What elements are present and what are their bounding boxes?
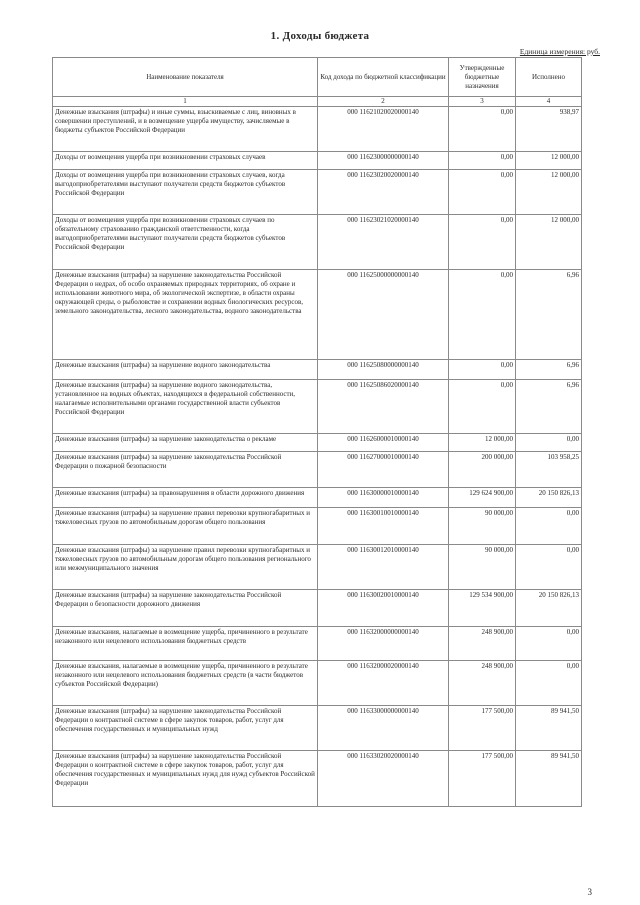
table-row [53,215,582,270]
row-executed: 0,00 [516,661,582,706]
row-executed: 20 150 826,13 [516,488,582,508]
row-executed: 12 000,00 [516,152,582,170]
row-code: 000 11630000010000140 [318,488,449,508]
table-row [53,590,582,627]
column-index: 3 [449,97,516,107]
column-index: 1 [53,97,318,107]
page-title: 1. Доходы бюджета [270,30,370,42]
row-name: Денежные взыскания (штрафы) за нарушение законодательства Российской Федерации о контрактной системе в сфере закупок товаров, работ, услуг для обеспечения государственных и муниципальных нужд для нужд субъектов Российской Федерации [53,751,318,807]
row-code: 000 11632000020000140 [318,661,449,706]
row-approved: 248 900,00 [449,661,516,706]
row-name: Денежные взыскания (штрафы) за нарушение законодательства Российской Федерации о контрактной системе в сфере закупок товаров, работ, услуг для обеспечения государственных и муниципальных нужд [53,706,318,751]
row-executed: 0,00 [516,434,582,452]
row-code: 000 11623000000000140 [318,152,449,170]
row-name: Денежные взыскания (штрафы) за правонарушения в области дорожного движения [53,488,318,508]
row-approved: 0,00 [449,152,516,170]
table-row [53,661,582,706]
column-index-row [53,97,582,107]
header-code: Код дохода по бюджетной классификации [318,58,449,97]
row-approved: 0,00 [449,215,516,270]
table-row [53,508,582,545]
row-approved: 129 534 900,00 [449,590,516,627]
row-name: Денежные взыскания (штрафы) за нарушение законодательства Российской Федерации о недрах, об особо охраняемых природных территориях, об охране и использовании животного мира, об экологической экспертизе, в области охраны окружающей среды, о рыболовстве и сохранении водных биологических ресурсов, земельного законодательства, лесного законодательства, водного законодательства [53,270,318,360]
row-approved: 0,00 [449,360,516,380]
row-name: Денежные взыскания, налагаемые в возмещение ущерба, причиненного в результате незаконного или нецелевого использования бюджетных средств (в части бюджетов субъектов Российской Федерации) [53,661,318,706]
row-name: Денежные взыскания (штрафы) за нарушение законодательства Российской Федерации о пожарной безопасности [53,452,318,488]
row-code: 000 11623021020000140 [318,215,449,270]
row-approved: 90 000,00 [449,545,516,590]
row-code: 000 11630010010000140 [318,508,449,545]
row-executed: 89 941,50 [516,751,582,807]
table-row [53,488,582,508]
page-number: 3 [587,887,592,897]
row-code: 000 11630020010000140 [318,590,449,627]
row-executed: 0,00 [516,545,582,590]
table-row [53,152,582,170]
row-executed: 12 000,00 [516,170,582,215]
row-name: Денежные взыскания (штрафы) за нарушение водного законодательства, установленное на водных объектах, находящихся в федеральной собственности, налагаемые исполнительными органами государственной власти субъектов Российской Федерации [53,380,318,434]
row-code: 000 11625000000000140 [318,270,449,360]
row-name: Денежные взыскания, налагаемые в возмещение ущерба, причиненного в результате незаконного или нецелевого использования бюджетных средств [53,627,318,661]
row-name: Доходы от возмещения ущерба при возникновении страховых случаев [53,152,318,170]
row-approved: 0,00 [449,107,516,152]
header-approved: Утвержденные бюджетные назначения [449,58,516,97]
row-approved: 0,00 [449,270,516,360]
row-approved: 177 500,00 [449,751,516,807]
row-approved: 90 000,00 [449,508,516,545]
header-name: Наименование показателя [53,58,318,97]
table-row [53,434,582,452]
row-executed: 103 958,25 [516,452,582,488]
header-executed: Исполнено [516,58,582,97]
row-approved: 0,00 [449,170,516,215]
row-executed: 20 150 826,13 [516,590,582,627]
row-code: 000 11633020020000140 [318,751,449,807]
row-approved: 129 624 900,00 [449,488,516,508]
row-executed: 89 941,50 [516,706,582,751]
row-executed: 6,96 [516,360,582,380]
row-executed: 938,97 [516,107,582,152]
table-row [53,545,582,590]
row-approved: 177 500,00 [449,706,516,751]
column-index: 4 [516,97,582,107]
row-executed: 0,00 [516,508,582,545]
row-code: 000 11630012010000140 [318,545,449,590]
row-name: Денежные взыскания (штрафы) за нарушение законодательства Российской Федерации о безопасности дорожного движения [53,590,318,627]
row-approved: 12 000,00 [449,434,516,452]
row-approved: 200 000,00 [449,452,516,488]
row-code: 000 11621020020000140 [318,107,449,152]
row-code: 000 11633000000000140 [318,706,449,751]
table-header-row [53,58,582,97]
row-name: Доходы от возмещения ущерба при возникновении страховых случаев по обязательному страхованию гражданской ответственности, когда выгодоприобретателями выступают получатели средств бюджетов субъектов Российской Федерации [53,215,318,270]
row-approved: 248 900,00 [449,627,516,661]
row-executed: 12 000,00 [516,215,582,270]
row-code: 000 11632000000000140 [318,627,449,661]
table-row [53,706,582,751]
row-name: Денежные взыскания (штрафы) за нарушение водного законодательства [53,360,318,380]
row-executed: 6,96 [516,380,582,434]
row-code: 000 11625086020000140 [318,380,449,434]
row-name: Денежные взыскания (штрафы) за нарушение правил перевозки крупногабаритных и тяжеловесных грузов по автомобильным дорогам общего пользования [53,508,318,545]
table-row [53,380,582,434]
table-body [53,107,582,807]
table-row [53,627,582,661]
row-approved: 0,00 [449,380,516,434]
row-executed: 0,00 [516,627,582,661]
row-executed: 6,96 [516,270,582,360]
row-code: 000 11627000010000140 [318,452,449,488]
table-row [53,751,582,807]
units-label: Единица измерения: руб. [519,47,600,56]
table-row [53,270,582,360]
table-row [53,107,582,152]
table-row [53,360,582,380]
row-name: Денежные взыскания (штрафы) за нарушение законодательства о рекламе [53,434,318,452]
row-name: Денежные взыскания (штрафы) и иные суммы, взыскиваемые с лиц, виновных в совершении преступлений, и в возмещение ущерба имуществу, зачисляемые в бюджеты субъектов Российской Федерации [53,107,318,152]
row-code: 000 11625080000000140 [318,360,449,380]
column-index: 2 [318,97,449,107]
row-code: 000 11623020020000140 [318,170,449,215]
row-code: 000 11626000010000140 [318,434,449,452]
table-row [53,452,582,488]
table-row [53,170,582,215]
row-name: Доходы от возмещения ущерба при возникновении страховых случаев, когда выгодоприобретателями выступают получатели средств бюджетов субъектов Российской Федерации [53,170,318,215]
revenue-table [52,57,582,807]
row-name: Денежные взыскания (штрафы) за нарушение правил перевозки крупногабаритных и тяжеловесных грузов по автомобильным дорогам общего пользования регионального или межмуниципального значения [53,545,318,590]
